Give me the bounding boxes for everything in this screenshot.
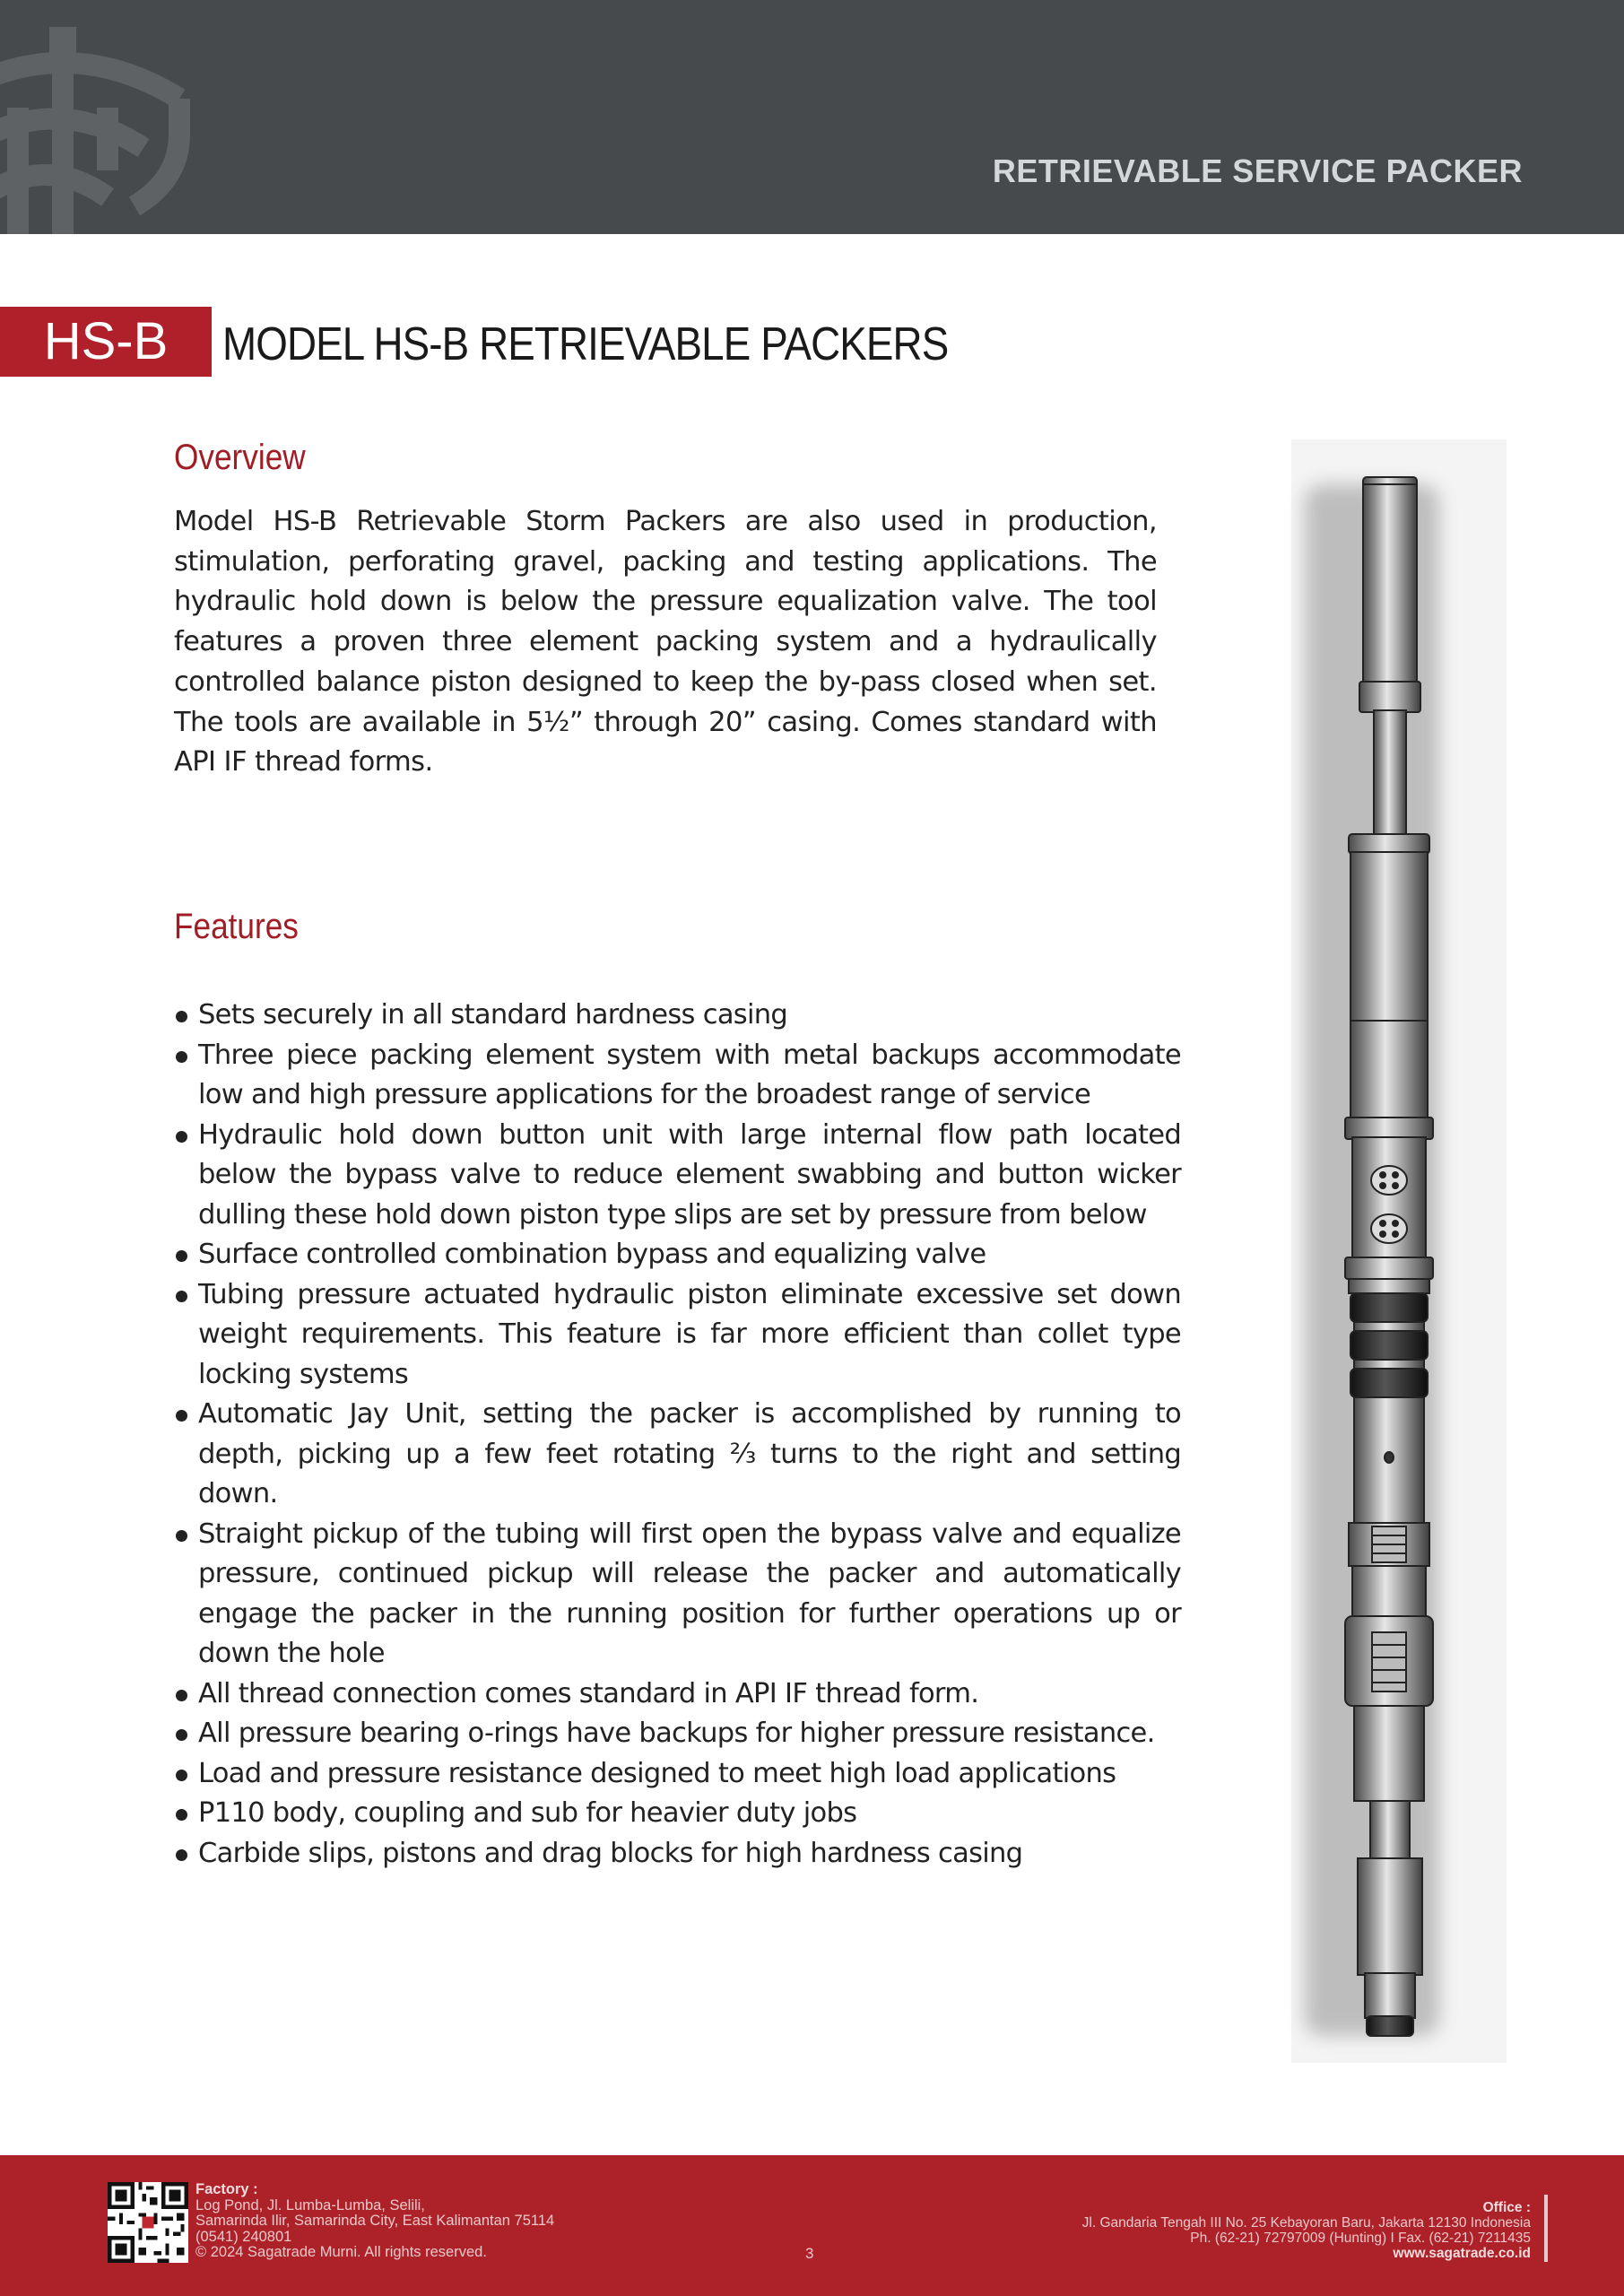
overview-heading: Overview: [174, 438, 306, 477]
office-line1: Jl. Gandaria Tengah III No. 25 Kebayoran Baru, Jakarta 12130 Indonesia: [1081, 2215, 1531, 2231]
factory-line2: Samarinda Ilir, Samarinda City, East Kalimantan 75114: [195, 2213, 555, 2229]
office-label: Office :: [1482, 2200, 1531, 2215]
footer-divider: [1544, 2195, 1548, 2262]
bullet-icon: [176, 1530, 187, 1542]
feature-text: Three piece packing element system with metal backups accommodate low and high pressure applications for the broadest range of service: [198, 1039, 1181, 1110]
feature-text: Automatic Jay Unit, setting the packer is accomplished by running to depth, picking up a few feet rotating ⅔ turns to the right and setting down.: [198, 1398, 1181, 1509]
bullet-icon: [176, 1690, 187, 1701]
page-header: [0, 0, 1624, 234]
bullet-icon: [176, 1291, 187, 1302]
feature-item: [174, 1116, 1181, 1236]
office-address: [1082, 2200, 1531, 2261]
feature-item: [174, 1036, 1181, 1116]
feature-text: Hydraulic hold down button unit with large internal flow path located below the bypass valve to reduce element swabbing and button wicker dulling these hold down piston type slips are set by pressure from below: [198, 1118, 1181, 1231]
company-logo-watermark: [0, 0, 233, 234]
factory-label: Factory :: [195, 2181, 258, 2197]
copyright: © 2024 Sagatrade Murni. All rights reserved.: [195, 2244, 487, 2260]
feature-text: Carbide slips, pistons and drag blocks for high hardness casing: [198, 1837, 1023, 1869]
feature-item: [174, 1754, 1181, 1795]
features-list: [174, 996, 1181, 1874]
feature-item: [174, 1275, 1181, 1396]
bullet-icon: [176, 1051, 187, 1063]
bullet-icon: [176, 1410, 187, 1422]
feature-text: Surface controlled combination bypass and equalizing valve: [198, 1239, 986, 1270]
feature-text: Sets securely in all standard hardness casing: [198, 999, 788, 1031]
feature-item: [174, 1674, 1181, 1715]
bullet-icon: [176, 1131, 187, 1143]
packer-tool-illustration: [1282, 430, 1515, 2072]
bullet-icon: [176, 1011, 187, 1022]
feature-text: Straight pickup of the tubing will first open the bypass valve and equalize pressure, continued pickup will release the packer and automatically engage the packer in the running position for further operations up or down the hole: [198, 1518, 1181, 1669]
page-title: MODEL HS-B RETRIEVABLE PACKERS: [222, 318, 949, 370]
bullet-icon: [176, 1770, 187, 1781]
overview-paragraph: Model HS-B Retrievable Storm Packers are also used in production, stimulation, perforating gravel, packing and testing applications. The hydraulic hold down is below the pressure equalization valve. The tool features a proven three element packing system and a hydraulically controlled balance piston designed to keep the by-pass closed when set. The tools are available in 5½” through 20” casing. Comes standard with API IF thread forms.: [174, 506, 1157, 778]
feature-item: [174, 996, 1181, 1036]
page-number: 3: [805, 2245, 814, 2262]
feature-item: [174, 1714, 1181, 1754]
qr-code-icon: [108, 2182, 188, 2263]
website-link[interactable]: www.sagatrade.co.id: [1393, 2246, 1531, 2261]
features-heading: Features: [174, 907, 299, 946]
bullet-icon: [176, 1849, 187, 1861]
office-line2: Ph. (62-21) 72797009 (Hunting) I Fax. (62-21) 7211435: [1190, 2231, 1531, 2246]
feature-text: Tubing pressure actuated hydraulic piston eliminate excessive set down weight requirements. This feature is far more efficient than collet type locking systems: [198, 1278, 1181, 1390]
header-title: RETRIEVABLE SERVICE PACKER: [992, 152, 1523, 189]
feature-text: All pressure bearing o-rings have backups for higher pressure resistance.: [198, 1718, 1155, 1749]
page-footer: [0, 2155, 1624, 2296]
feature-text: Load and pressure resistance designed to meet high load applications: [198, 1757, 1116, 1789]
bullet-icon: [176, 1250, 187, 1262]
bullet-icon: [176, 1729, 187, 1741]
factory-phone: (0541) 240801: [195, 2228, 292, 2245]
factory-address: [195, 2182, 554, 2261]
feature-item: [174, 1235, 1181, 1275]
bullet-icon: [176, 1809, 187, 1821]
factory-line1: Log Pond, Jl. Lumba-Lumba, Selili,: [195, 2196, 425, 2213]
feature-text: All thread connection comes standard in API IF thread form.: [198, 1677, 979, 1709]
feature-item: [174, 1794, 1181, 1834]
feature-text: P110 body, coupling and sub for heavier duty jobs: [198, 1797, 857, 1829]
model-badge: HS-B: [0, 307, 212, 377]
feature-item: [174, 1515, 1181, 1674]
feature-item: [174, 1395, 1181, 1515]
feature-item: [174, 1834, 1181, 1874]
